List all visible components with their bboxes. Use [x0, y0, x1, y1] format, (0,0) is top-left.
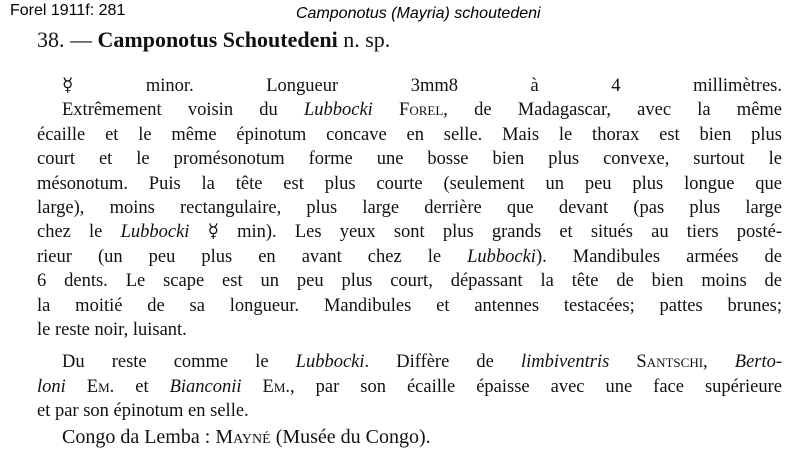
- author-name: Forel: [399, 100, 444, 121]
- text-line: [37, 220, 782, 244]
- locality: Congo da Lemba :: [62, 426, 216, 448]
- text-segment: [66, 377, 87, 397]
- author-name: Em: [262, 376, 286, 397]
- species-suffix: n. sp.: [343, 27, 391, 52]
- text-segment: ☿ min). Les yeux sont plus grands et situés au tiers posté-: [189, 222, 782, 243]
- text-segment: . Diffère de: [364, 352, 521, 373]
- museum-name: (Musée du Congo).: [270, 426, 431, 448]
- text-line: mésonotum. Puis la tête est plus courte (seulement un peu plus longue que: [37, 173, 782, 194]
- text-segment: rieur (un peu plus en avant chez le: [37, 246, 468, 267]
- paragraph-gap: [37, 342, 782, 350]
- text-line: 6 dents. Le scape est un peu plus court, dépassant la tête de bien moins de: [37, 271, 782, 292]
- text-segment: ). Mandibules armées de: [535, 246, 782, 267]
- text-line: [37, 350, 782, 374]
- text-segment: [373, 100, 399, 120]
- text-segment: [609, 352, 636, 372]
- italic-taxon: Lubbocki: [303, 100, 373, 121]
- source-citation: Forel 1911f: 281: [10, 2, 126, 19]
- text-line: [37, 98, 782, 122]
- text-segment: ., par son écaille épaisse avec une face supérieure: [285, 376, 783, 397]
- italic-taxon: Lubbocki: [467, 246, 536, 267]
- species-name: Camponotus Schoutedeni: [97, 27, 338, 52]
- italic-taxon: Lubbocki: [295, 352, 365, 373]
- text-segment: ,: [703, 352, 735, 373]
- text-line: le reste noir, luisant.: [37, 319, 187, 340]
- description-text: [37, 74, 782, 423]
- text-segment: [242, 377, 263, 397]
- text-segment: chez le: [37, 222, 121, 243]
- text-segment: Extrêmement voisin du: [62, 100, 304, 121]
- collector-name: Mayné: [215, 426, 271, 448]
- text-line: [37, 245, 782, 269]
- text-line: écaille et le même épinotum concave en selle. Mais le thorax est bien plus: [37, 124, 782, 145]
- italic-taxon: Bianconii: [169, 376, 242, 397]
- text-line: [37, 375, 782, 399]
- species-heading: [37, 27, 390, 53]
- text-line: court et le promésonotum forme une bosse bien plus convexe, surtout le: [37, 149, 782, 170]
- text-line: ☿ minor. Longueur 3mm8 à 4 millimètres.: [62, 76, 782, 96]
- species-number: 38. —: [37, 27, 92, 52]
- italic-taxon: loni: [37, 376, 66, 397]
- italic-taxon: Berto-: [734, 352, 783, 373]
- text-segment: Du reste comme le: [62, 352, 296, 373]
- text-segment: . et: [109, 376, 170, 397]
- text-line: et par son épinotum en selle.: [37, 401, 249, 422]
- text-line: large), moins rectangulaire, plus large derrière que devant (pas plus large: [37, 197, 782, 218]
- italic-taxon: limbiventris: [520, 352, 610, 373]
- locality-line: [62, 426, 431, 449]
- taxon-name-header: Camponotus (Mayria) schoutedeni: [296, 5, 541, 22]
- text-line: la moitié de sa longueur. Mandibules et antennes testacées; pattes brunes;: [37, 295, 782, 316]
- italic-taxon: Lubbocki: [120, 222, 190, 243]
- author-name: Santschi: [636, 352, 704, 373]
- author-name: Em: [86, 376, 110, 397]
- text-segment: , de Madagascar, avec la même: [443, 100, 783, 121]
